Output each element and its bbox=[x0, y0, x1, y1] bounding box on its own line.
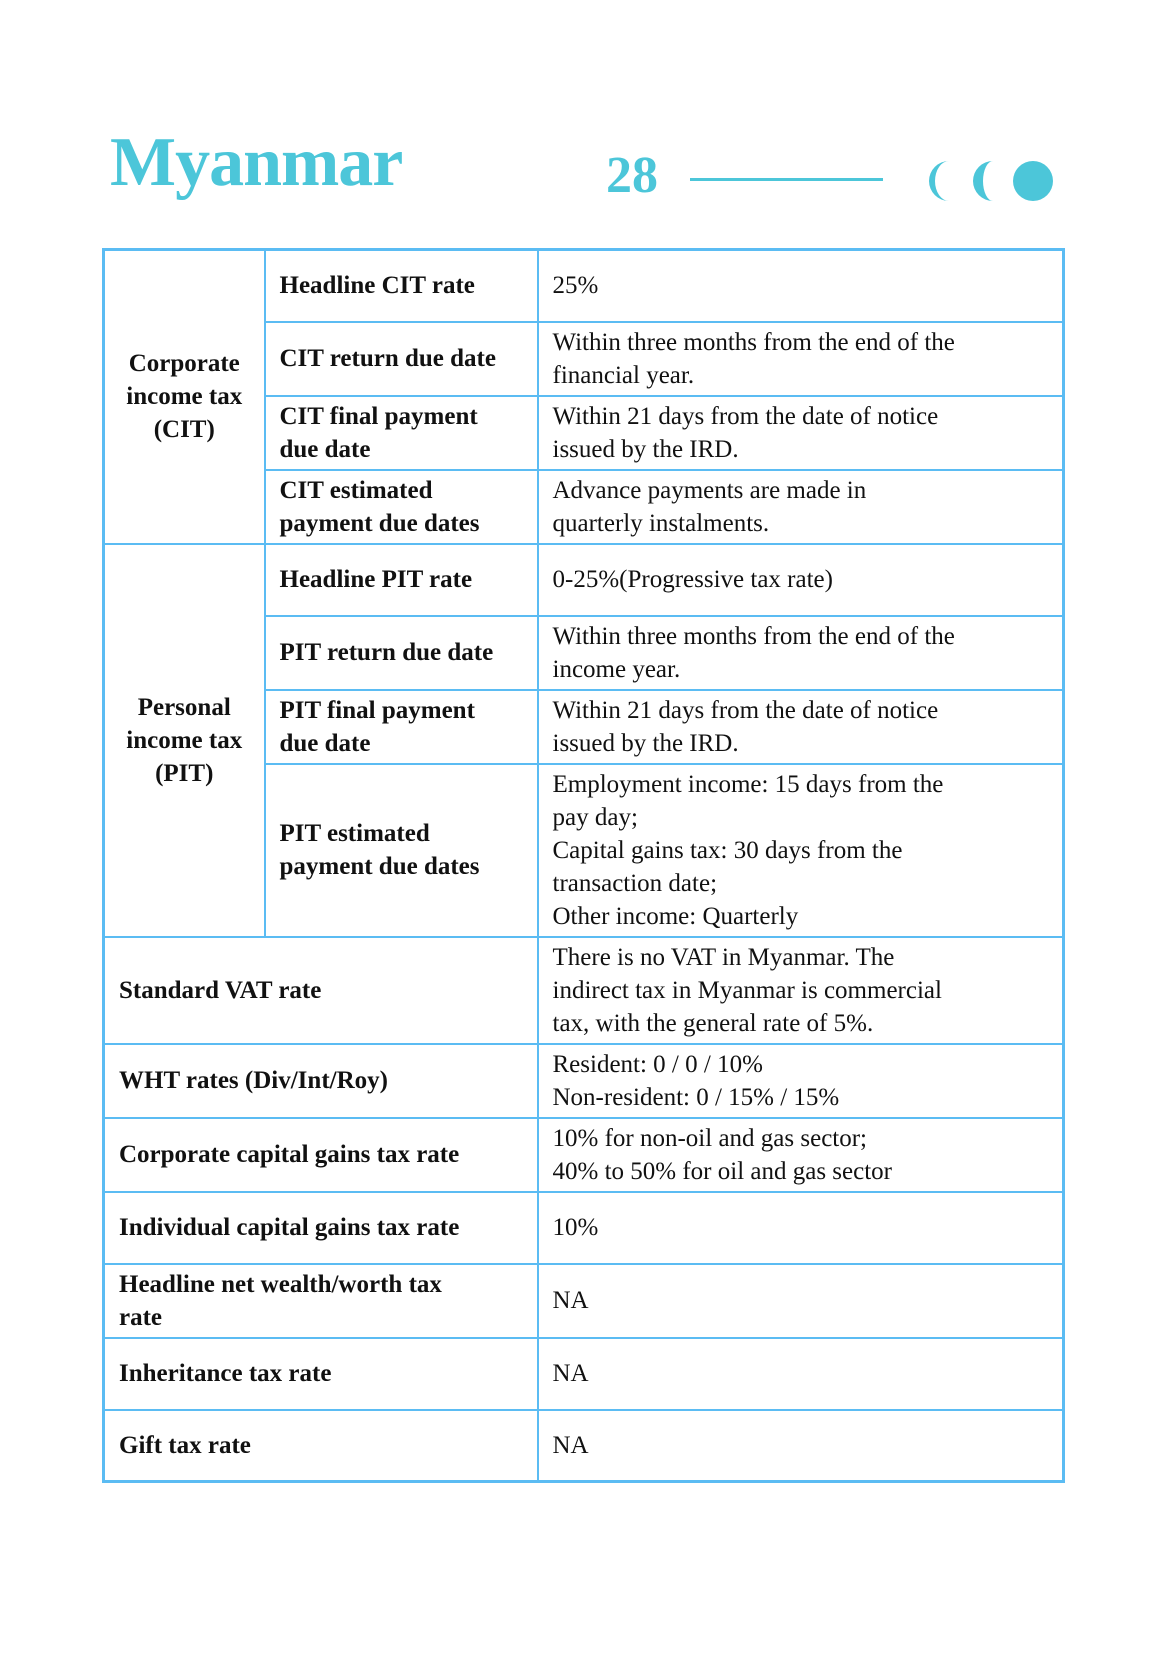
row-label bbox=[104, 1192, 538, 1264]
row-label bbox=[265, 470, 538, 544]
table-row bbox=[104, 544, 1064, 616]
row-value bbox=[538, 1410, 1064, 1482]
crescent-moon-icon bbox=[973, 161, 993, 201]
moon-phases-icon bbox=[927, 160, 1057, 202]
row-value-line: issued by the IRD. bbox=[552, 435, 739, 463]
row-value-line: income year. bbox=[552, 655, 681, 683]
row-value-line: Capital gains tax: 30 days from the bbox=[552, 836, 903, 864]
row-value-line: 0-25%(Progressive tax rate) bbox=[552, 566, 833, 593]
row-value-line: 40% to 50% for oil and gas sector bbox=[552, 1157, 893, 1185]
table-row bbox=[104, 1264, 1064, 1338]
row-label-line: CIT estimated bbox=[279, 476, 433, 504]
row-value-line: Employment income: 15 days from the bbox=[552, 770, 944, 798]
row-label-line: payment due dates bbox=[279, 853, 480, 880]
row-label-line: Gift tax rate bbox=[119, 1431, 251, 1459]
row-label-line: CIT return due date bbox=[279, 345, 496, 372]
row-label bbox=[104, 937, 538, 1044]
row-label-line: PIT estimated bbox=[279, 820, 430, 847]
row-label-line: due date bbox=[279, 435, 371, 463]
tax-summary-table bbox=[102, 248, 1065, 1483]
row-label-line: PIT return due date bbox=[279, 639, 494, 666]
row-value bbox=[538, 1264, 1064, 1338]
row-value-line: NA bbox=[552, 1431, 589, 1459]
row-label bbox=[265, 544, 538, 616]
row-value-line: Advance payments are made in bbox=[552, 476, 867, 504]
row-label bbox=[104, 1264, 538, 1338]
row-label bbox=[265, 616, 538, 690]
row-value-line: 10% for non-oil and gas sector; bbox=[552, 1124, 868, 1152]
row-label-line: due date bbox=[279, 729, 371, 757]
row-value bbox=[538, 322, 1064, 396]
group-header bbox=[104, 544, 265, 937]
row-label-line: Individual capital gains tax rate bbox=[119, 1214, 460, 1241]
group-header-line: (CIT) bbox=[153, 416, 215, 444]
table-row bbox=[104, 1118, 1064, 1192]
row-label bbox=[104, 1338, 538, 1410]
row-value-line: 25% bbox=[552, 272, 599, 300]
row-label-line: rate bbox=[119, 1303, 163, 1331]
row-label bbox=[265, 690, 538, 764]
row-label-line: Headline CIT rate bbox=[279, 272, 475, 300]
row-value-line: Within three months from the end of the bbox=[552, 328, 955, 356]
row-value-line: Resident: 0 / 0 / 10% bbox=[552, 1050, 763, 1078]
row-value bbox=[538, 764, 1064, 937]
row-label bbox=[265, 764, 538, 937]
row-label bbox=[265, 250, 538, 322]
row-value-line: Within three months from the end of the bbox=[552, 622, 955, 650]
table-row bbox=[104, 1338, 1064, 1410]
row-label bbox=[104, 1118, 538, 1192]
row-label bbox=[265, 322, 538, 396]
row-value bbox=[538, 396, 1064, 470]
row-value-line: tax, with the general rate of 5%. bbox=[552, 1009, 874, 1037]
row-value-line: NA bbox=[552, 1287, 589, 1314]
row-value-line: issued by the IRD. bbox=[552, 729, 739, 757]
row-label-line: PIT final payment bbox=[279, 696, 475, 724]
row-value-line: transaction date; bbox=[552, 869, 718, 897]
row-label-line: payment due dates bbox=[279, 509, 480, 537]
row-value-line: financial year. bbox=[552, 361, 695, 389]
row-value bbox=[538, 1192, 1064, 1264]
group-header-line: (PIT) bbox=[155, 759, 214, 787]
row-value bbox=[538, 470, 1064, 544]
row-value-line: pay day; bbox=[552, 803, 638, 831]
row-value bbox=[538, 250, 1064, 322]
row-value-line: Other income: Quarterly bbox=[552, 902, 799, 930]
row-label bbox=[104, 1410, 538, 1482]
table-row bbox=[104, 250, 1064, 322]
row-label-line: Corporate capital gains tax rate bbox=[119, 1141, 460, 1168]
table-row bbox=[104, 1044, 1064, 1118]
row-value bbox=[538, 1044, 1064, 1118]
row-value-line: indirect tax in Myanmar is commercial bbox=[552, 976, 942, 1004]
row-label-line: Headline PIT rate bbox=[279, 566, 473, 593]
page-title: Myanmar bbox=[110, 124, 403, 201]
row-label-line: WHT rates (Div/Int/Roy) bbox=[119, 1067, 388, 1094]
row-value-line: There is no VAT in Myanmar. The bbox=[552, 943, 895, 971]
row-label-line: Inheritance tax rate bbox=[119, 1360, 332, 1387]
group-header-line: income tax bbox=[126, 726, 243, 754]
header-divider bbox=[690, 178, 883, 181]
group-header-line: income tax bbox=[126, 383, 243, 411]
table-row bbox=[104, 937, 1064, 1044]
row-value bbox=[538, 616, 1064, 690]
row-value-line: quarterly instalments. bbox=[552, 509, 770, 537]
full-moon-icon bbox=[1013, 161, 1053, 201]
group-header-line: Corporate bbox=[128, 350, 240, 378]
group-header bbox=[104, 250, 265, 544]
row-value-line: NA bbox=[552, 1360, 589, 1387]
table-row bbox=[104, 1410, 1064, 1482]
table-row bbox=[104, 1192, 1064, 1264]
row-label-line: CIT final payment bbox=[279, 402, 478, 430]
row-value-line: Non-resident: 0 / 15% / 15% bbox=[552, 1083, 840, 1111]
crescent-moon-icon bbox=[929, 161, 949, 201]
row-value-line: Within 21 days from the date of notice bbox=[552, 696, 939, 724]
group-header-line: Personal bbox=[137, 693, 231, 721]
page-number: 28 bbox=[606, 147, 658, 204]
row-value bbox=[538, 937, 1064, 1044]
row-value bbox=[538, 690, 1064, 764]
row-value-line: Within 21 days from the date of notice bbox=[552, 402, 939, 430]
row-value bbox=[538, 1338, 1064, 1410]
row-value bbox=[538, 1118, 1064, 1192]
row-label-line: Standard VAT rate bbox=[119, 976, 322, 1004]
row-label bbox=[265, 396, 538, 470]
row-label bbox=[104, 1044, 538, 1118]
row-value-line: 10% bbox=[552, 1214, 599, 1241]
row-value bbox=[538, 544, 1064, 616]
row-label-line: Headline net wealth/worth tax bbox=[119, 1270, 442, 1298]
